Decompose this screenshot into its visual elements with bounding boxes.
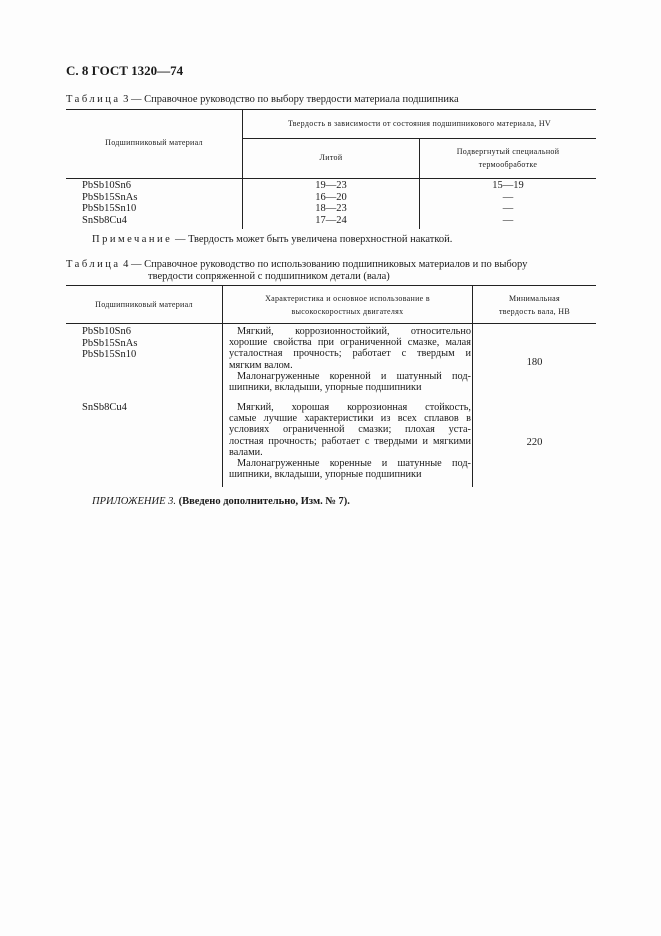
table4-group2-materials xyxy=(82,402,127,414)
table3-material-cell: SnSb8Cu4 xyxy=(82,214,127,226)
table4-caption-text: 4 — Справочное руководство по использованию подшипниковых материалов и по выбору xyxy=(123,259,528,270)
table3-treated-cell: — xyxy=(502,203,514,214)
table4-group2-min-hardness: 220 xyxy=(526,437,543,448)
table3-cast-cell: 18—23 xyxy=(315,203,347,214)
table4-header-bottom-rule xyxy=(66,323,596,324)
table4-caption xyxy=(66,259,527,271)
table3-top-rule xyxy=(66,109,596,110)
table4-label: Таблица xyxy=(66,259,121,270)
appendix-bold: (Введено дополнительно, Изм. № 7). xyxy=(178,496,350,507)
page-header: С. 8 ГОСТ 1320—74 xyxy=(66,63,184,78)
table3-cast-cell: 16—20 xyxy=(315,191,347,203)
appendix-italic: ПРИЛОЖЕНИЕ 3. xyxy=(92,496,176,507)
table3-cast-column xyxy=(243,180,419,226)
table4-group1-description: Мягкий, коррозионностойкий, относительно хорошие свойства при ограниченной смазке, малая усталостная прочность; работает с твердым и мягким валом. Малонагруженные коренной и шатунный под- шипники, вкладыши, упорные подшипники xyxy=(229,326,471,394)
table3-treated-cell: — xyxy=(502,191,514,203)
table3-treated-cell: 15—19 xyxy=(492,180,524,191)
table3-material-cell: PbSb10Sn6 xyxy=(82,180,132,191)
table3-col-material: Подшипниковый материал xyxy=(105,138,203,147)
table3-caption xyxy=(66,94,459,106)
table3-col-hardness: Твердость в зависимости от состояния подшипникового материала, HV xyxy=(287,119,552,128)
table4-material-cell: PbSb15Sn10 xyxy=(82,349,137,360)
table4-top-rule xyxy=(66,285,596,286)
table3-note xyxy=(92,234,452,246)
table3-cast-cell: 17—24 xyxy=(315,214,347,226)
appendix-note xyxy=(92,496,350,507)
table4-caption-line2: твердости сопряженной с подшипником детали (вала) xyxy=(148,271,390,282)
table3-caption-text: 3 — Справочное руководство по выбору твердости материала подшипника xyxy=(123,94,459,105)
table4-col-material: Подшипниковый материал xyxy=(95,300,193,309)
table3-treated-column xyxy=(420,180,596,226)
table3-sub-cast: Литой xyxy=(319,153,343,162)
table4-material-cell: PbSb15SnAs xyxy=(82,337,138,349)
table3-header-bottom-rule xyxy=(66,178,596,179)
table3-cast-cell: 19—23 xyxy=(315,180,347,191)
table4-material-cell: PbSb10Sn6 xyxy=(82,326,132,337)
table3-note-text: — Твердость может быть увеличена поверхностной накаткой. xyxy=(174,234,453,245)
table4-group2-description: Мягкий, хорошая коррозионная стойкость, самые лучшие характеристики из всех сплавов в условиях ограниченной смазки; плохая уста- лостная прочность; работает с твердыми и мягкими валами. Малонагруженные коренные и шатунные под- шипники, вкладыши, упорные подшипники xyxy=(229,402,471,481)
table3-material-cell: PbSb15SnAs xyxy=(82,191,138,203)
table-row xyxy=(82,180,137,226)
table4-group1-min-hardness: 180 xyxy=(526,357,543,368)
table3-note-label: Примечание xyxy=(92,234,173,245)
table4-material-cell: SnSb8Cu4 xyxy=(82,402,127,413)
table3-treated-cell: — xyxy=(502,214,514,226)
table4-col-characteristics: Характеристика и основное использование в высокоскоростных двигателях xyxy=(265,294,430,316)
table4-col-min-hardness: Минимальная твердость вала, HB xyxy=(499,294,570,316)
table3-label: Таблица xyxy=(66,94,121,105)
table4-group1-materials xyxy=(82,326,137,361)
table3-material-cell: PbSb15Sn10 xyxy=(82,203,137,214)
table3-sub-treated: Подвергнутый специальной термообработке xyxy=(456,147,560,169)
